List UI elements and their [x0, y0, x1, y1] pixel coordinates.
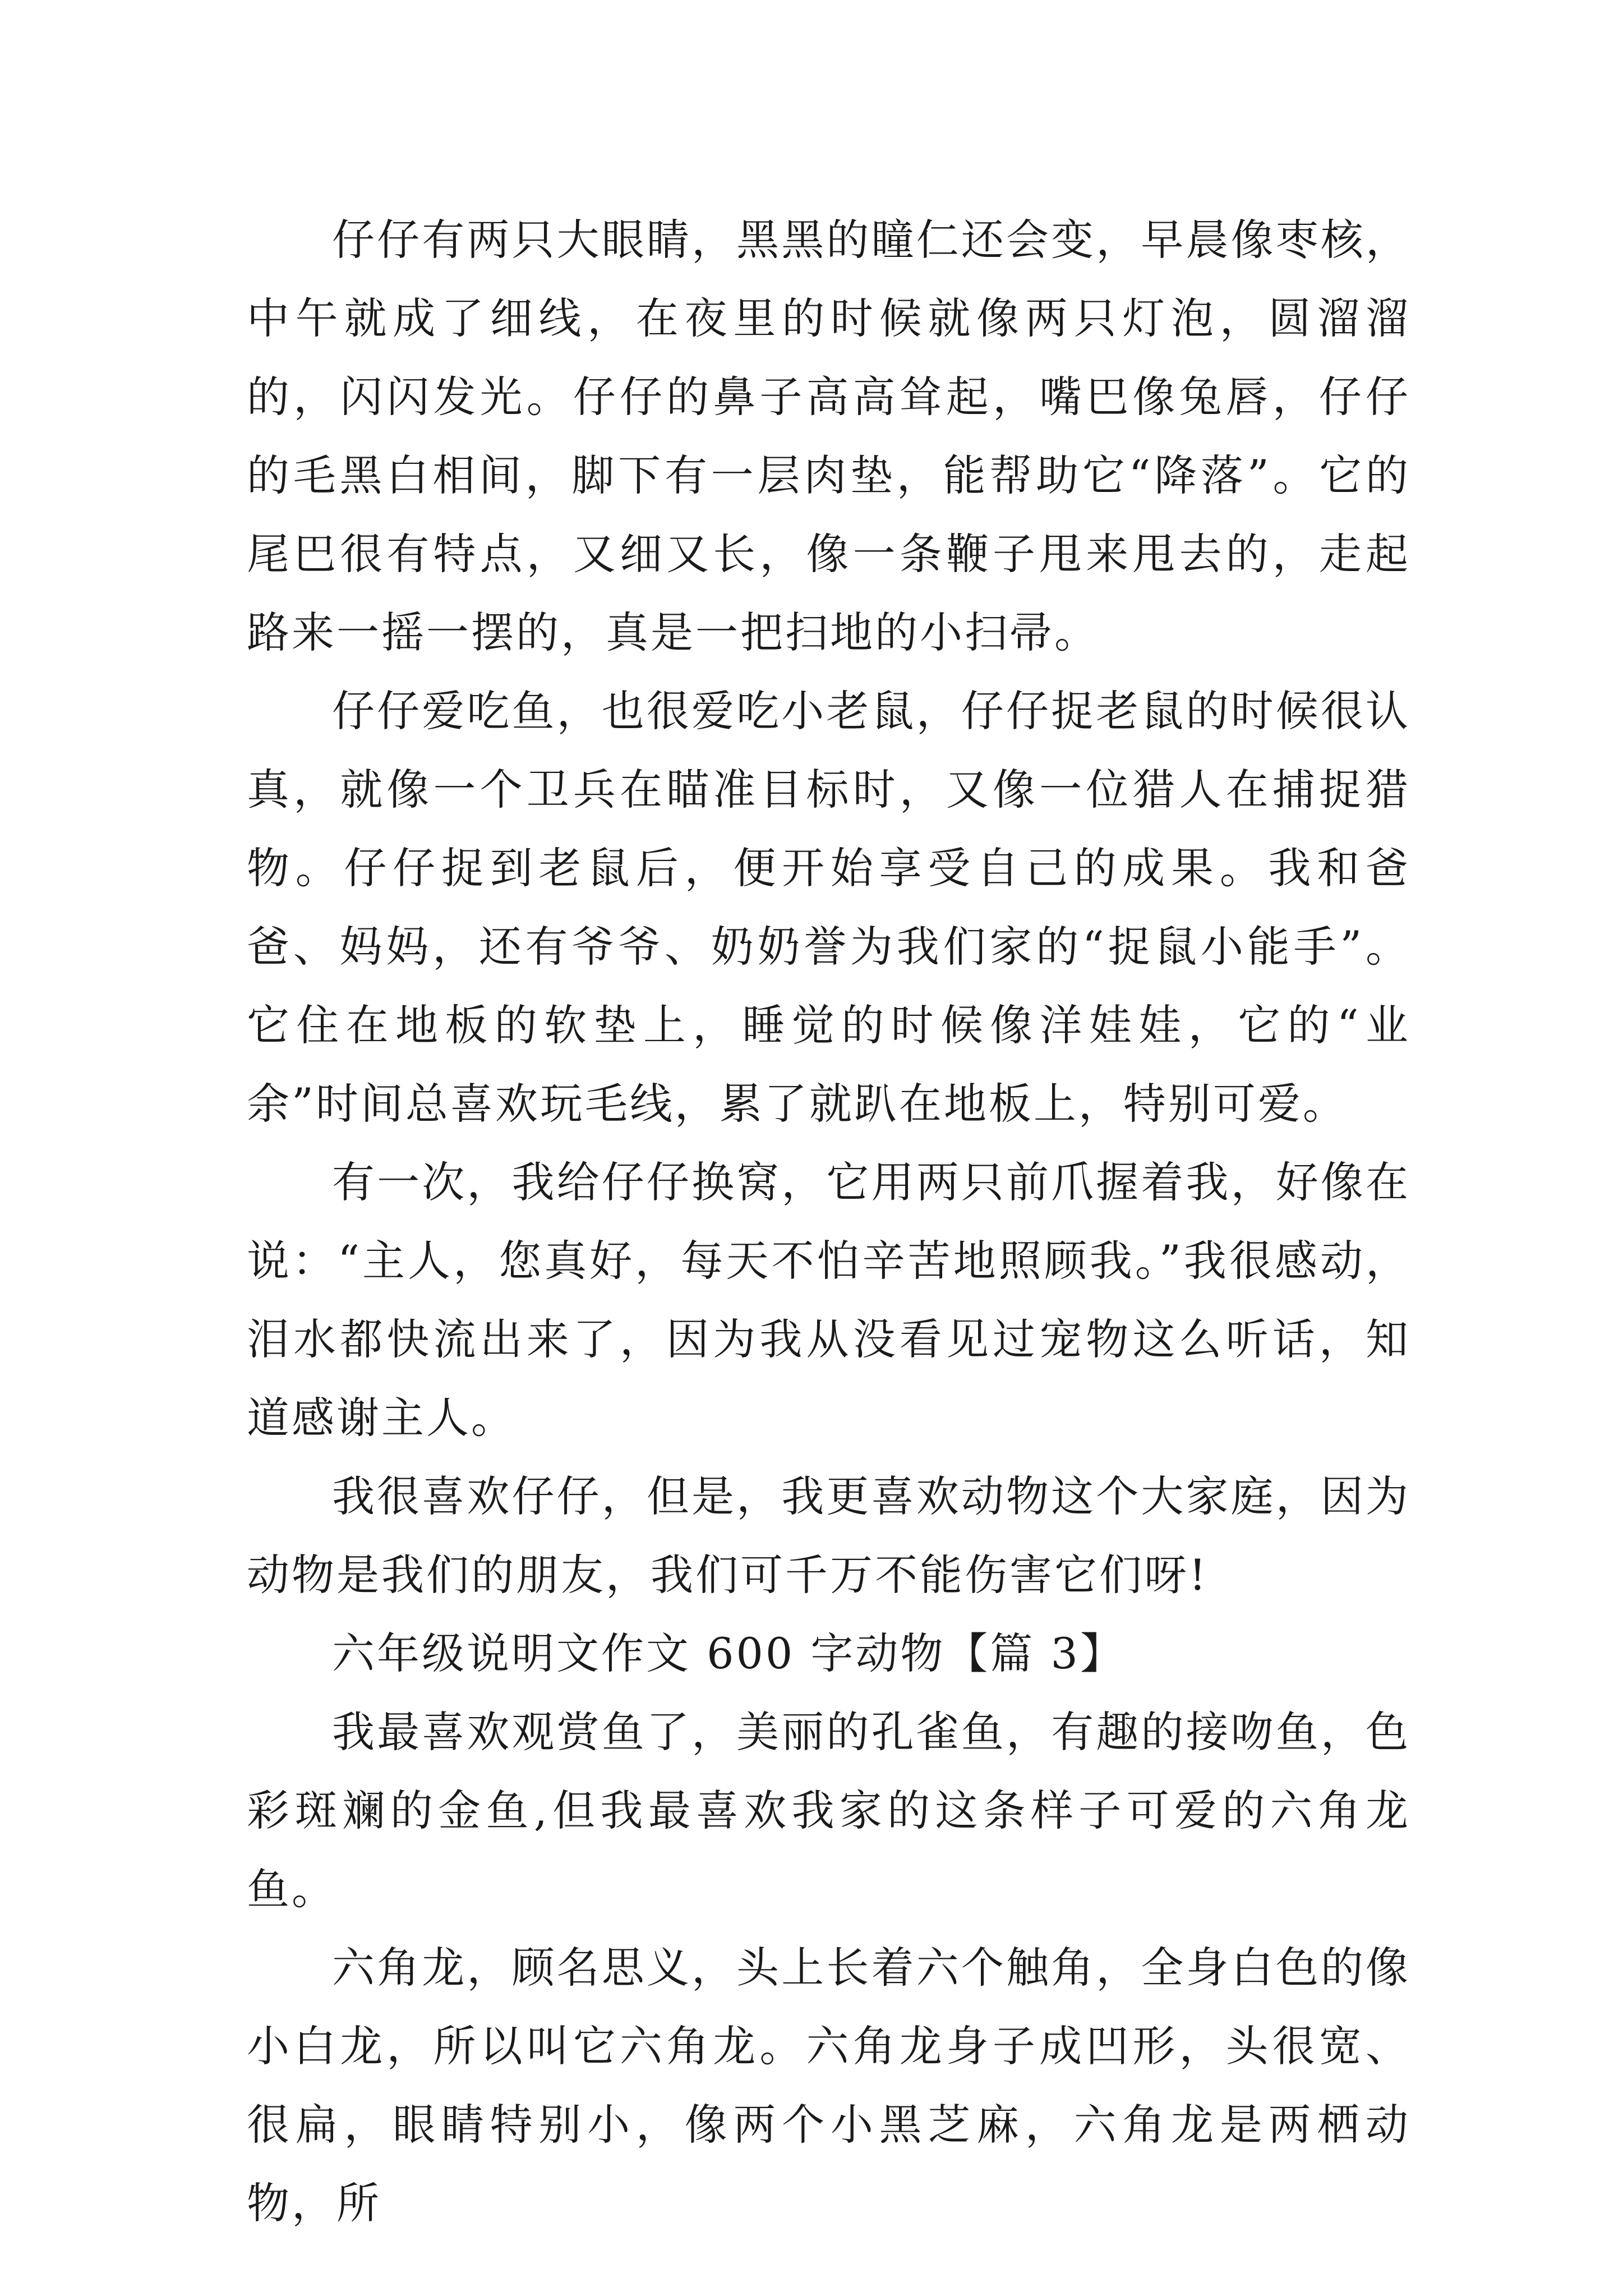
- paragraph-love-animals: 我很喜欢仔仔，但是，我更喜欢动物这个大家庭，因为动物是我们的朋友，我们可千万不能伤害它们呀!: [247, 1471, 1410, 1600]
- paragraph-cat-gratitude: 有一次，我给仔仔换窝，它用两只前爪握着我，好像在说：“主人，您真好，每天不怕辛苦地照顾我。”我很感动，泪水都快流出来了，因为我从没看见过宠物这么听话，知道感谢主人。: [247, 1157, 1410, 1443]
- document-body: [247, 201, 1410, 2243]
- section-heading: 六年级说明文作文 600 字动物【篇 3】: [332, 1628, 1125, 1678]
- paragraph-axolotl-description: 六角龙，顾名思义，头上长着六个触角，全身白色的像小白龙，所以叫它六角龙。六角龙身子成凹形，头很宽、很扁，眼睛特别小，像两个小黑芝麻，六角龙是两栖动物，所: [247, 1943, 1410, 2228]
- paragraph-cat-catching-mice: 仔仔爱吃鱼，也很爱吃小老鼠，仔仔捉老鼠的时候很认真，就像一个卫兵在瞄准目标时，又像一位猎人在捕捉猎物。仔仔捉到老鼠后，便开始享受自己的成果。我和爸爸、妈妈，还有爷爷、奶奶誉为我们家的“捉鼠小能手”。它住在地板的软垫上，睡觉的时候像洋娃娃，它的“业余”时间总喜欢玩毛线，累了就趴在地板上，特别可爱。: [247, 686, 1410, 1129]
- paragraph-cat-appearance: 仔仔有两只大眼睛，黑黑的瞳仁还会变，早晨像枣核，中午就成了细线，在夜里的时候就像两只灯泡，圆溜溜的，闪闪发光。仔仔的鼻子高高耸起，嘴巴像兔唇，仔仔的毛黑白相间，脚下有一层肉垫，能帮助它“降落”。它的尾巴很有特点，又细又长，像一条鞭子甩来甩去的，走起路来一摇一摆的，真是一把扫地的小扫帚。: [247, 215, 1410, 657]
- paragraph-favorite-fish: 我最喜欢观赏鱼了，美丽的孔雀鱼，有趣的接吻鱼，色彩斑斓的金鱼,但我最喜欢我家的这条样子可爱的六角龙鱼。: [247, 1707, 1410, 1914]
